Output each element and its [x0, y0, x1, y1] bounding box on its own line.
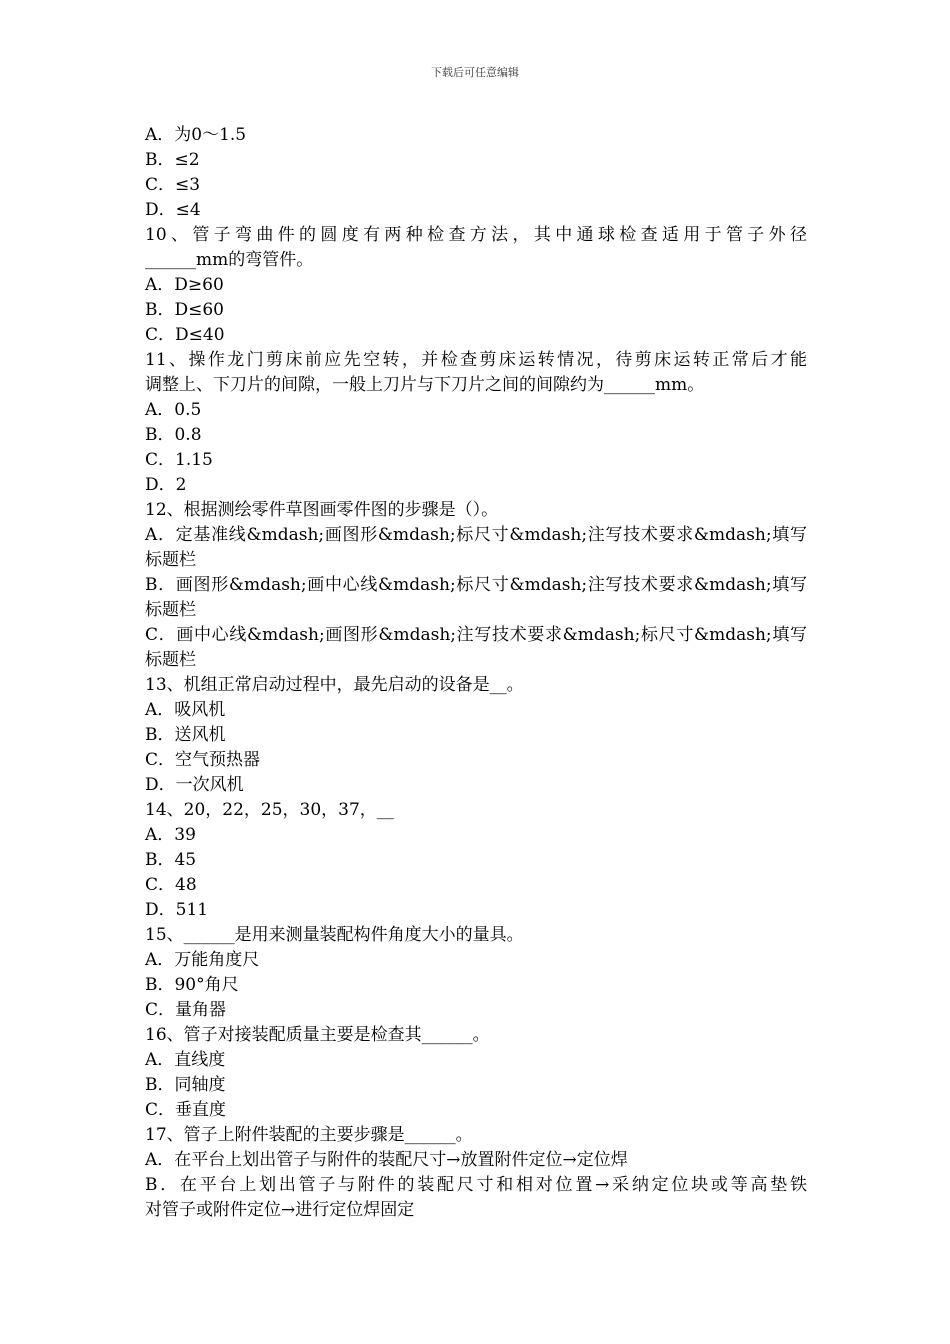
option-line: A．D≥60 — [145, 275, 224, 295]
page-header: 下载后可任意编辑 — [431, 66, 519, 79]
document-body — [145, 123, 807, 1223]
option-line: C．垂直度 — [145, 1100, 227, 1120]
option-line: B．D≤60 — [145, 300, 224, 320]
option-line: A．0.5 — [145, 400, 202, 420]
question-11-cont: 调整上、下刀片的间隙，一般上刀片与下刀片之间的间隙约为______mm。 — [145, 375, 705, 395]
option-line-cont: 对管子或附件定位→进行定位焊固定 — [145, 1200, 415, 1220]
question-15: 15、______是用来测量装配构件角度大小的量具。 — [145, 925, 524, 945]
option-line: B．0.8 — [145, 425, 202, 445]
option-line: C．量角器 — [145, 1000, 227, 1020]
option-line: A．万能角度尺 — [145, 950, 260, 970]
question-16: 16、管子对接装配质量主要是检查其______。 — [145, 1025, 490, 1045]
option-line: B．送风机 — [145, 725, 226, 745]
option-line: A．为0～1.5 — [145, 125, 247, 145]
option-line: D．一次风机 — [145, 775, 244, 795]
option-line: A．在平台上划出管子与附件的装配尺寸→放置附件定位→定位焊 — [145, 1150, 628, 1170]
option-line: D．511 — [145, 900, 209, 920]
option-line: B．≤2 — [145, 150, 200, 170]
question-14: 14、20，22，25，30，37，__ — [145, 800, 394, 820]
option-line: C．48 — [145, 875, 197, 895]
option-line-cont: 标题栏 — [145, 600, 196, 620]
option-line: C．1.15 — [145, 450, 213, 470]
option-line-cont: 标题栏 — [145, 650, 196, 670]
option-line: A．39 — [145, 825, 196, 845]
option-line: A．定基准线&mdash;画图形&mdash;标尺寸&mdash;注写技术要求&mdash;填写 — [145, 525, 807, 545]
option-line: B．在平台上划出管子与附件的装配尺寸和相对位置→采纳定位块或等高垫铁 — [145, 1175, 807, 1195]
option-line: D．2 — [145, 475, 187, 495]
option-line-cont: 标题栏 — [145, 550, 196, 570]
question-10-cont: ______mm的弯管件。 — [145, 250, 314, 270]
question-17: 17、管子上附件装配的主要步骤是______。 — [145, 1125, 473, 1145]
option-line: D．≤4 — [145, 200, 201, 220]
question-11: 11、操作龙门剪床前应先空转，并检查剪床运转情况，待剪床运转正常后才能 — [145, 350, 807, 370]
option-line: B．画图形&mdash;画中心线&mdash;标尺寸&mdash;注写技术要求&mdash;填写 — [145, 575, 807, 595]
option-line: C．D≤40 — [145, 325, 225, 345]
question-10: 10、管子弯曲件的圆度有两种检查方法，其中通球检查适用于管子外径 — [145, 225, 807, 245]
question-12: 12、根据测绘零件草图画零件图的步骤是（）。 — [145, 500, 499, 520]
question-13: 13、机组正常启动过程中，最先启动的设备是__。 — [145, 675, 524, 695]
option-line: A．吸风机 — [145, 700, 226, 720]
option-line: B．45 — [145, 850, 197, 870]
option-line: B．90°角尺 — [145, 975, 239, 995]
option-line: B．同轴度 — [145, 1075, 226, 1095]
option-line: C．≤3 — [145, 175, 201, 195]
option-line: C．空气预热器 — [145, 750, 261, 770]
option-line: C．画中心线&mdash;画图形&mdash;注写技术要求&mdash;标尺寸&mdash;填写 — [145, 625, 807, 645]
option-line: A．直线度 — [145, 1050, 226, 1070]
